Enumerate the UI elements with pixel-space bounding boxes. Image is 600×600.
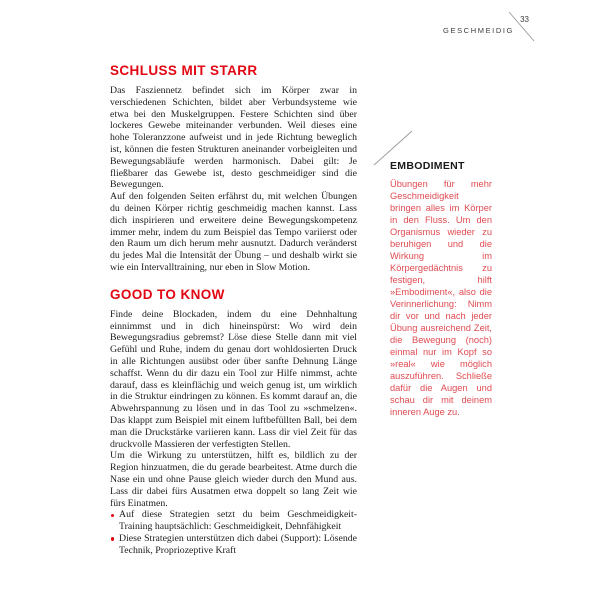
list-item-text: Diese Strategien unterstützen dich dabei (Support): Lösende Technik, Propriozeptive Kraft <box>119 532 357 556</box>
body-paragraph: Das Fasziennetz befindet sich im Körper zwar in verschiedenen Schichten, bildet aber Verbundsysteme wie etwa bei den Muskelgruppen. Festere Schichten sind über lockeres Gewebe miteinander verbunden. Weil dieses eine hohe Toleranzzone aufweist und in jede Richtung beweglich ist, können die festen Strukturen aneinander vorbeigleiten und Bewegungsabläufe werden harmonisch. Dabei gilt: Je fließbarer das Gewebe ist, desto geschmeidiger sind die Bewegungen. <box>110 85 357 191</box>
page-number: 33 <box>520 15 529 24</box>
body-paragraph: Finde deine Blockaden, indem du eine Dehnhaltung einnimmst und in dich hineinspürst: Wo wird dein Bewegungsradius gebremst? Löse diese Stelle dann mit viel Gefühl und Ruhe, indem du genau dort wohldosierten Druck in alle Richtungen ausübst oder über sanfte Dehnung Länge schaffst. Wenn du dir dazu ein Tool zur Hilfe nimmst, achte darauf, dass es kleinflächig und weich genug ist, um wirklich in die Struktur eindringen zu können. Es kommt darauf an, die Abwehrspannung zu lösen und in das Tool zu »schmelzen«. Das klappt zum Beispiel mit einem luftbefüllten Ball, bei dem man die Druckstärke variieren kann. Lass dir viel Zeit für das druckvolle Massieren der verfestigten Stellen. <box>110 308 357 450</box>
sidebar-heading: EMBODIMENT <box>390 160 465 172</box>
strategy-bullet-list <box>110 509 357 556</box>
page-header <box>0 0 600 52</box>
running-title: GESCHMEIDIG <box>443 26 514 35</box>
list-item-text: Auf diese Strategien setzt du beim Geschmeidigkeit-Training hauptsächlich: Geschmeidigkeit, Dehnfähigkeit <box>119 509 357 533</box>
body-paragraph: Auf den folgenden Seiten erfährst du, mit welchen Übungen du deinen Körper richtig geschmeidig machen kannst. Lass dich inspirieren und erweitere deine Bewegungskompetenz immer mehr, indem du zum Beispiel das Tempo variierst oder den Raum um dich herum mehr ausnutzt. Dadurch veränderst du jedes Mal die Intensität der Übung – und deshalb wirkt sie wie ein Intervalltraining, nur eben in Slow Motion. <box>110 191 357 273</box>
sidebar-embodiment <box>390 128 492 418</box>
list-item <box>110 533 357 557</box>
section-heading-good-to-know: GOOD TO KNOW <box>110 286 225 302</box>
sidebar-text: Übungen für mehr Geschmeidigkeit bringen alles im Körper in den Fluss. Um den Organismus wieder zu beruhigen und die Wirkung im Körpergedächtnis zu festigen, hilft »Embodiment«, also die Verinnerlichung: Nimm dir vor und nach jeder Übung ausreichend Zeit, die Bewegung (noch) einmal nur im Kopf so »real« wie möglich auszuführen. Schließe dafür die Augen und schau dir mit deinem inneren Auge zu. <box>390 179 492 417</box>
sidebar-slash-icon <box>372 129 414 167</box>
main-column <box>110 63 357 556</box>
list-item <box>110 509 357 533</box>
body-paragraph: Um die Wirkung zu unterstützen, hilft es, bildlich zu der Region hinzuatmen, die du gerade bearbeitest. Atme durch die Nase ein und ohne Pause gleich wieder durch den Mund aus. Lass dir dabei fürs Ausatmen etwa doppelt so lang Zeit wie fürs Einatmen. <box>110 450 357 509</box>
section-heading-schluss-mit-starr: SCHLUSS MIT STARR <box>110 63 258 78</box>
bullet-dot-icon <box>111 537 114 540</box>
bullet-dot-icon <box>111 514 114 517</box>
